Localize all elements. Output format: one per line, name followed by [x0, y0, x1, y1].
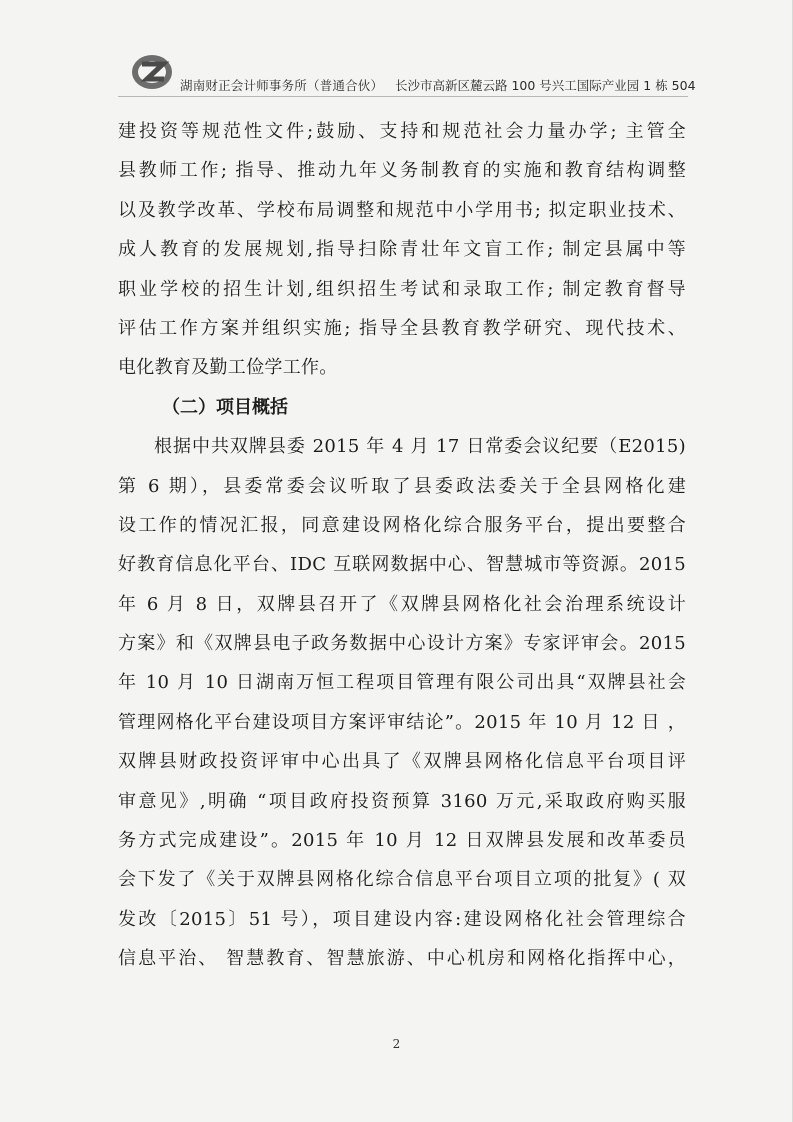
text-line: 第 6 期），县委常委会议听取了县委政法委关于全县网格化建 [118, 475, 686, 497]
text-line: 年 6 月 8 日，双牌县召开了《双牌县网格化社会治理系统设计 [118, 593, 686, 615]
text-line: 发改〔2015〕51 号），项目建设内容:建设网格化社会管理综合 [118, 908, 686, 930]
text-line: 以及教学改革、学校布局调整和规范中小学用书; 拟定职业技术、 [118, 199, 686, 221]
text-line: 根据中共双牌县委 2015 年 4 月 17 日常委会议纪要（E2015) [154, 436, 686, 458]
text-line: 方案》和《双牌县电子政务数据中心设计方案》专家评审会。2015 [118, 633, 686, 655]
text-line: 双牌县财政投资评审中心出具了《双牌县网格化信息平台项目评 [118, 751, 686, 773]
text-line: 成人教育的发展规划,指导扫除青壮年文盲工作; 制定县属中等 [118, 239, 686, 261]
text-line: 审意见》,明确 “项目政府投资预算 3160 万元,采取政府购买服 [118, 790, 686, 812]
text-line: 务方式完成建设”。2015 年 10 月 12 日双牌县发展和改革委员 [118, 830, 686, 852]
firm-logo-icon [130, 50, 174, 94]
paragraph-project-overview [118, 427, 686, 978]
text-line: 会下发了《关于双牌县网格化综合信息平台项目立项的批复》( 双 [118, 869, 686, 891]
text-line: 好教育信息化平台、IDC 互联网数据中心、智慧城市等资源。2015 [118, 554, 686, 576]
header-rule [118, 96, 688, 97]
section-heading: （二）项目概括 [162, 396, 288, 418]
text-line: 年 10 月 10 日湖南万恒工程项目管理有限公司出具“双牌县社会 [118, 672, 686, 694]
firm-address: 长沙市高新区麓云路 100 号兴工国际产业园 1 栋 504 [395, 78, 696, 93]
document-body [118, 112, 686, 979]
text-line: 职业学校的招生计划,组织招生考试和录取工作; 制定教育督导 [118, 278, 686, 300]
text-line: 电化教育及勤工俭学工作。 [118, 357, 338, 379]
paragraph-duties [118, 112, 686, 388]
page-number: 2 [392, 1037, 401, 1051]
letterhead [130, 50, 696, 96]
text-line: 设工作的情况汇报，同意建设网格化综合服务平台，提出要整合 [118, 514, 686, 536]
text-line: 信息平治、 智慧教育、智慧旅游、中心机房和网格化指挥中心， [118, 948, 686, 970]
text-line: 建投资等规范性文件;鼓励、支持和规范社会力量办学; 主管全 [118, 121, 686, 142]
firm-name: 湖南财正会计师事务所（普通合伙） [180, 78, 384, 93]
text-line: 管理网格化平台建设项目方案评审结论”。2015 年 10 月 12 日 ， [118, 711, 686, 733]
text-line: 县教师工作; 指导、推动九年义务制教育的实施和教育结构调整 [118, 160, 686, 182]
text-line: 评估工作方案并组织实施; 指导全县教育教学研究、现代技术、 [118, 317, 686, 339]
